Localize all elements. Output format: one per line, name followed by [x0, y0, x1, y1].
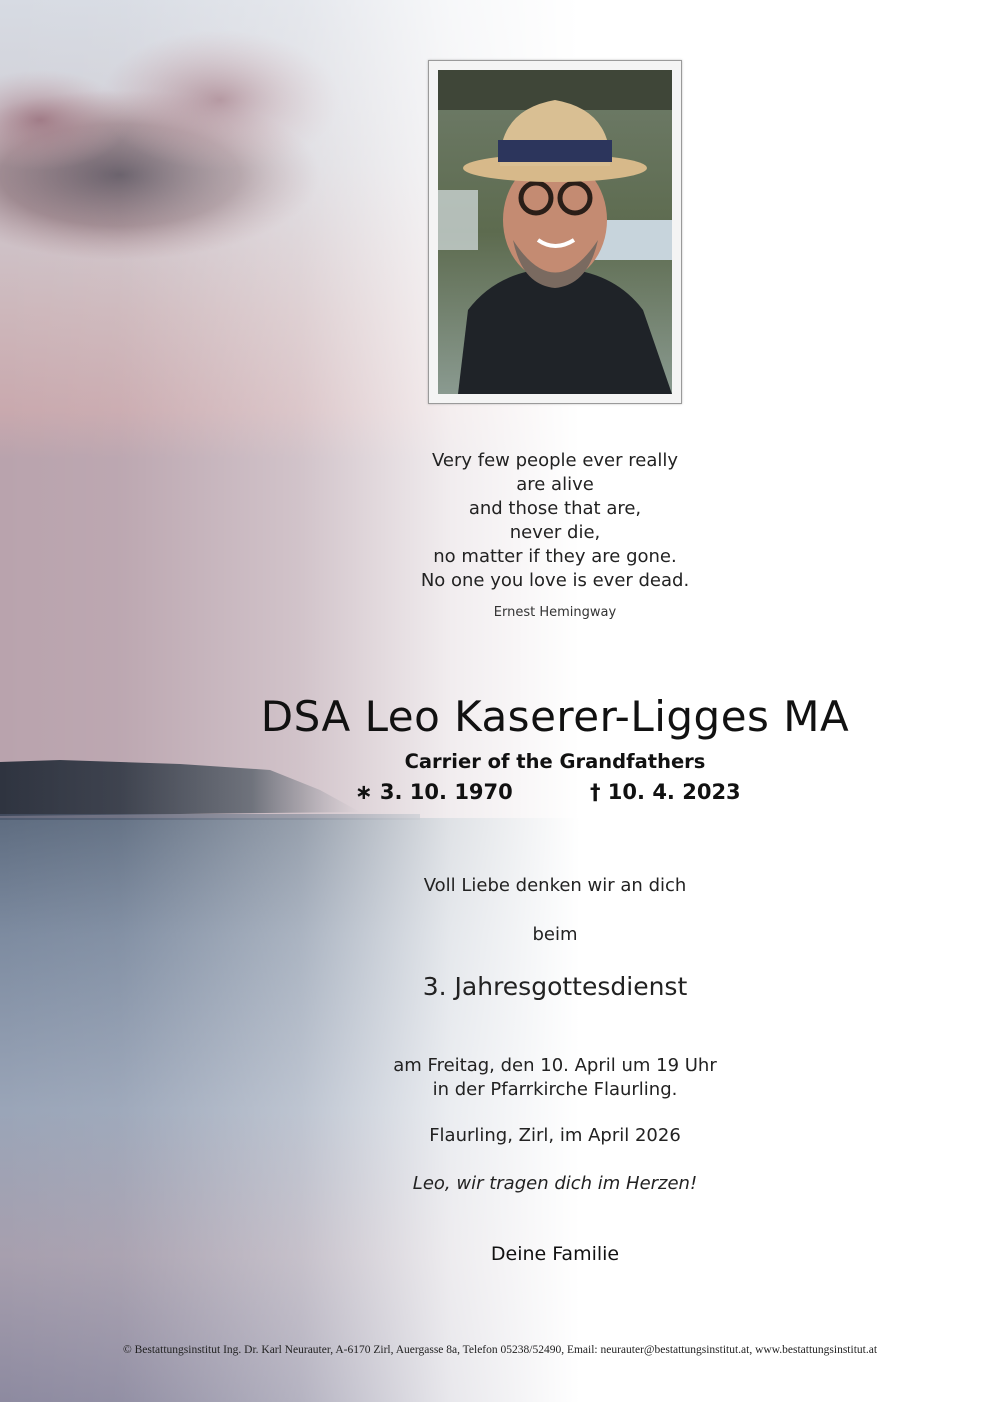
- deceased-title: Carrier of the Grandfathers: [404, 750, 706, 773]
- birth-date: ∗ 3. 10. 1970: [355, 780, 513, 804]
- event-date-time: am Freitag, den 10. April um 19 Uhr: [393, 1055, 717, 1076]
- quote-line: No one you love is ever dead.: [420, 570, 690, 591]
- portrait-photo: [438, 70, 672, 394]
- quote-line: no matter if they are gone.: [433, 546, 677, 567]
- place-and-date: Flaurling, Zirl, im April 2026: [429, 1125, 681, 1146]
- quote-line: are alive: [516, 474, 594, 495]
- family-signature: Deine Familie: [490, 1243, 620, 1265]
- quote-line: Very few people ever really: [431, 450, 679, 471]
- event-title: 3. Jahresgottesdienst: [422, 972, 688, 1001]
- remembrance-line: Voll Liebe denken wir an dich: [423, 875, 687, 896]
- quote-line: never die,: [509, 522, 601, 543]
- life-dates: [355, 780, 741, 804]
- dedication: Leo, wir tragen dich im Herzen!: [412, 1173, 698, 1194]
- quote-block: [255, 449, 855, 593]
- quote-author: Ernest Hemingway: [493, 605, 617, 620]
- event-details: [255, 1054, 855, 1102]
- death-date: † 10. 4. 2023: [590, 780, 741, 804]
- connector-line: beim: [532, 924, 578, 945]
- quote-line: and those that are,: [468, 498, 642, 519]
- portrait-frame: [428, 60, 682, 404]
- event-location: in der Pfarrkirche Flaurling.: [432, 1079, 678, 1100]
- funeral-home-footer: © Bestattungsinstitut Ing. Dr. Karl Neurauter, A-6170 Zirl, Auergasse 8a, Telefon 05238/52490, Email: neurauter@bestattungsinstitut.at, www.bestattungsinstitut.at: [122, 1344, 878, 1356]
- deceased-name: DSA Leo Kaserer-Ligges MA: [260, 692, 850, 741]
